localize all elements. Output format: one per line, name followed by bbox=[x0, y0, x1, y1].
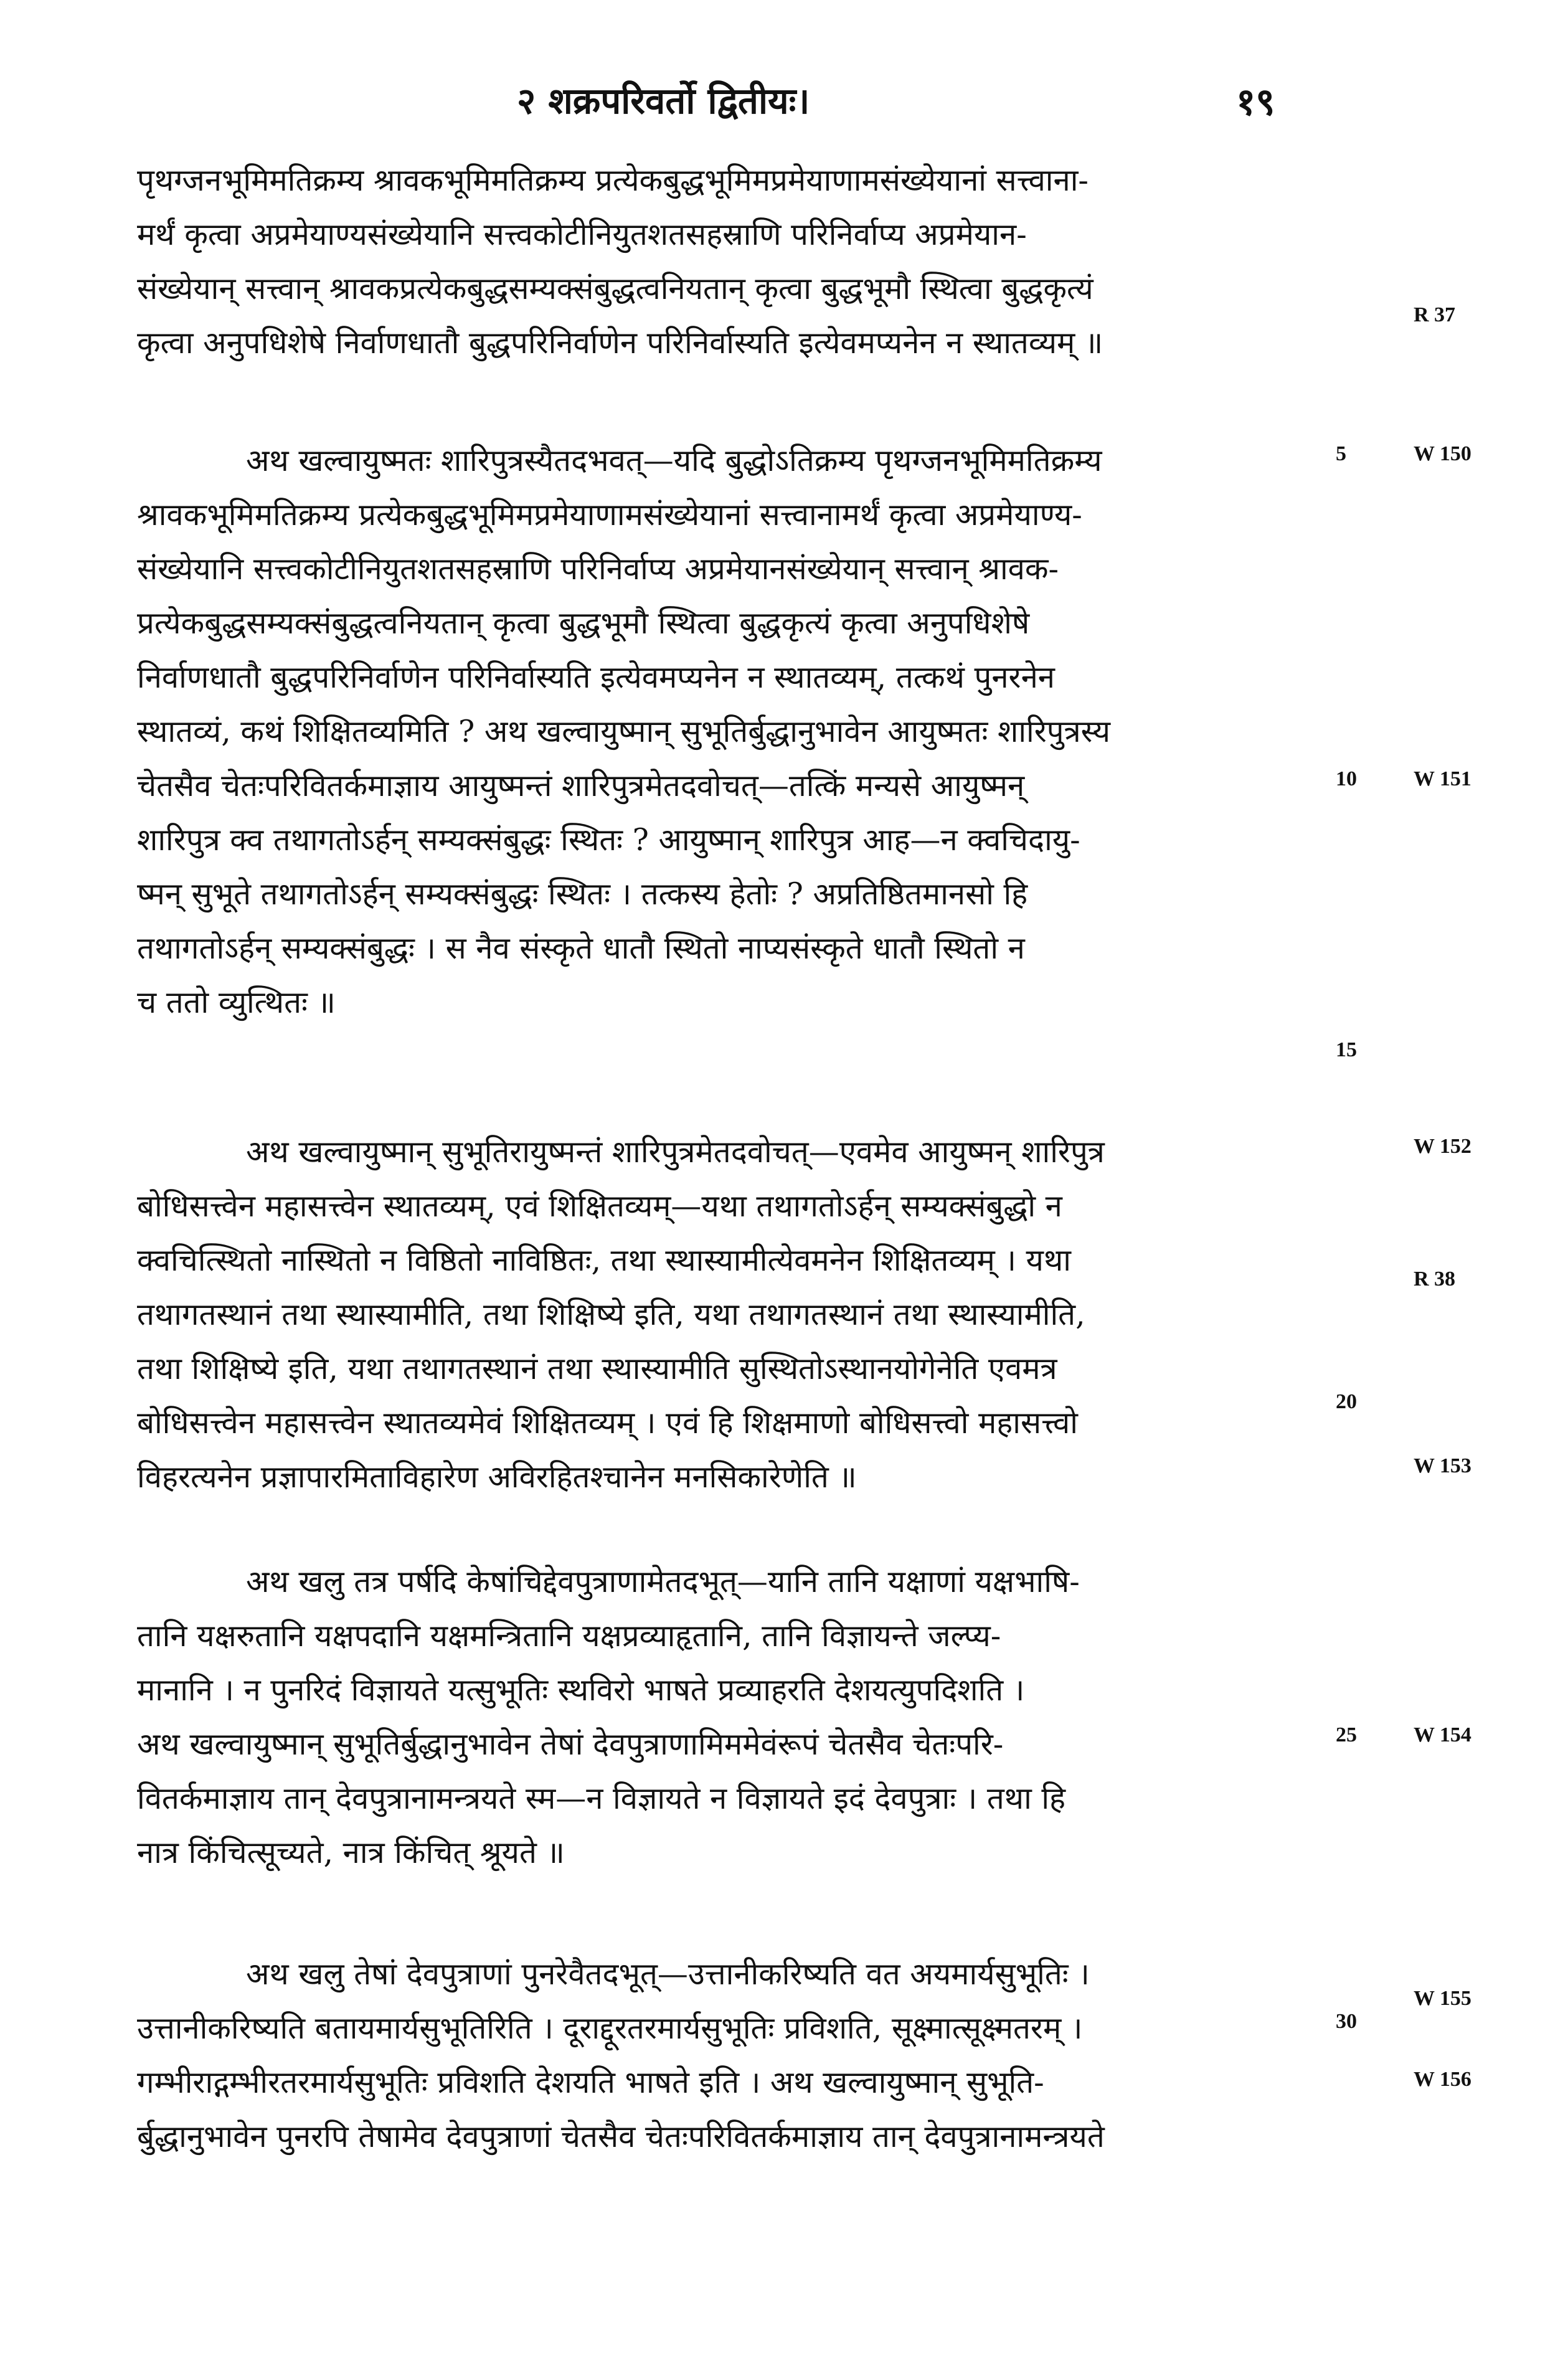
manuscript-ref: W 153 bbox=[1414, 1454, 1471, 1477]
text-line: स्थातव्यं, कथं शिक्षितव्यमिति ? अथ खल्वायुष्मान् सुभूतिर्बुद्धानुभावेन आयुष्मतः शारिपुत्रस्य bbox=[137, 714, 1111, 749]
manuscript-ref: R 37 bbox=[1414, 303, 1456, 326]
running-header bbox=[0, 75, 1568, 143]
text-line: शारिपुत्र क्व तथागतोऽर्हन् सम्यक्संबुद्धः स्थितः ? आयुष्मान् शारिपुत्र आह—न क्वचिदायु- bbox=[137, 822, 1080, 858]
text-line: निर्वाणधातौ बुद्धपरिनिर्वाणेन परिनिर्वास्यति इत्येवमप्यनेन न स्थातव्यम्, तत्कथं पुनरनेन bbox=[137, 660, 1055, 695]
text-line: बोधिसत्त्वेन महासत्त्वेन स्थातव्यम्, एवं शिक्षितव्यम्—यथा तथागतोऽर्हन् सम्यक्संबुद्धो न bbox=[137, 1188, 1062, 1224]
text-line: पृथग्जनभूमिमतिक्रम्य श्रावकभूमिमतिक्रम्य प्रत्येकबुद्धभूमिमप्रमेयाणामसंख्येयानां सत्त्वाना- bbox=[137, 163, 1089, 198]
manuscript-ref: W 155 bbox=[1414, 1987, 1471, 2010]
text-line: प्रत्येकबुद्धसम्यक्संबुद्धत्वनियतान् कृत्वा बुद्धभूमौ स्थित्वा बुद्धकृत्यं कृत्वा अनुपधिशेषे bbox=[137, 605, 1030, 641]
text-line: गम्भीराद्गम्भीरतरमार्यसुभूतिः प्रविशति देशयति भाषते इति । अथ खल्वायुष्मान् सुभूति- bbox=[137, 2065, 1044, 2100]
text-line: वितर्कमाज्ञाय तान् देवपुत्रानामन्त्रयते स्म—न विज्ञायते न विज्ञायते इदं देवपुत्राः । तथा हि bbox=[137, 1781, 1066, 1816]
text-line: कृत्वा अनुपधिशेषे निर्वाणधातौ बुद्धपरिनिर्वाणेन परिनिर्वास्यति इत्येवमप्यनेन न स्थातव्यम् ॥ bbox=[137, 325, 1103, 361]
page-number: १९ bbox=[1236, 80, 1275, 124]
line-number: 15 bbox=[1336, 1038, 1357, 1061]
line-number: 20 bbox=[1336, 1390, 1357, 1413]
text-line: अथ खल्वायुष्मान् सुभूतिरायुष्मन्तं शारिपुत्रमेतदवोचत्—एवमेव आयुष्मन् शारिपुत्र bbox=[246, 1134, 1105, 1170]
text-line: संख्येयान् सत्त्वान् श्रावकप्रत्येकबुद्धसम्यक्संबुद्धत्वनियतान् कृत्वा बुद्धभूमौ स्थित्वा बुद्धकृत्यं bbox=[137, 271, 1093, 306]
manuscript-ref: W 150 bbox=[1414, 442, 1471, 465]
text-line: अथ खल्वायुष्मतः शारिपुत्रस्यैतदभवत्—यदि बुद्धोऽतिक्रम्य पृथग्जनभूमिमतिक्रम्य bbox=[246, 443, 1102, 478]
manuscript-ref: W 154 bbox=[1414, 1723, 1471, 1746]
text-line: अथ खल्वायुष्मान् सुभूतिर्बुद्धानुभावेन तेषां देवपुत्राणामिममेवंरूपं चेतसैव चेतःपरि- bbox=[137, 1726, 1004, 1762]
text-line: क्वचित्स्थितो नास्थितो न विष्ठितो नाविष्ठितः, तथा स्थास्यामीत्येवमनेन शिक्षितव्यम् । यथा bbox=[137, 1243, 1071, 1278]
text-line: अथ खलु तत्र पर्षदि केषांचिद्देवपुत्राणामेतदभूत्—यानि तानि यक्षाणां यक्षभाषि- bbox=[246, 1564, 1080, 1599]
chapter-title: २ शक्रपरिवर्तो द्वितीयः। bbox=[517, 80, 810, 122]
line-number: 10 bbox=[1336, 767, 1357, 790]
manuscript-ref: W 156 bbox=[1414, 2068, 1471, 2091]
text-line: विहरत्यनेन प्रज्ञापारमिताविहारेण अविरहितश्चानेन मनसिकारेणेति ॥ bbox=[137, 1459, 857, 1495]
text-line: बोधिसत्त्वेन महासत्त्वेन स्थातव्यमेवं शिक्षितव्यम् । एवं हि शिक्षमाणो बोधिसत्त्वो महासत्त्वो bbox=[137, 1405, 1078, 1441]
text-line: ष्मन् सुभूते तथागतोऽर्हन् सम्यक्संबुद्धः स्थितः । तत्कस्य हेतोः ? अप्रतिष्ठितमानसो हि bbox=[137, 876, 1028, 912]
text-line: उत्तानीकरिष्यति बतायमार्यसुभूतिरिति । दूराद्दूरतरमार्यसुभूतिः प्रविशति, सूक्ष्मात्सूक्ष्मतरम् । bbox=[137, 2011, 1083, 2046]
manuscript-ref: W 152 bbox=[1414, 1135, 1471, 1158]
text-line: मर्थं कृत्वा अप्रमेयाण्यसंख्येयानि सत्त्वकोटीनियुतशतसहस्राणि परिनिर्वाप्य अप्रमेयान- bbox=[137, 217, 1027, 252]
line-number: 30 bbox=[1336, 2010, 1357, 2033]
text-line: श्रावकभूमिमतिक्रम्य प्रत्येकबुद्धभूमिमप्रमेयाणामसंख्येयानां सत्त्वानामर्थं कृत्वा अप्रमेयाण्य- bbox=[137, 497, 1082, 533]
text-line: तथागतस्थानं तथा स्थास्यामीति, तथा शिक्षिष्ये इति, यथा तथागतस्थानं तथा स्थास्यामीति, bbox=[137, 1297, 1085, 1332]
manuscript-ref: R 38 bbox=[1414, 1267, 1456, 1291]
manuscript-ref: W 151 bbox=[1414, 767, 1471, 790]
text-line: मानानि । न पुनरिदं विज्ञायते यत्सुभूतिः स्थविरो भाषते प्रव्याहरति देशयत्युपदिशति । bbox=[137, 1672, 1025, 1708]
text-line: र्बुद्धानुभावेन पुनरपि तेषामेव देवपुत्राणां चेतसैव चेतःपरिवितर्कमाज्ञाय तान् देवपुत्रानामन्त्रयते bbox=[137, 2119, 1105, 2154]
text-line: तथा शिक्षिष्ये इति, यथा तथागतस्थानं तथा स्थास्यामीति सुस्थितोऽस्थानयोगेनेति एवमत्र bbox=[137, 1351, 1057, 1386]
line-number: 25 bbox=[1336, 1723, 1357, 1746]
text-line: तथागतोऽर्हन् सम्यक्संबुद्धः । स नैव संस्कृते धातौ स्थितो नाप्यसंस्कृते धातौ स्थितो न bbox=[137, 931, 1025, 966]
text-line: नात्र किंचित्सूच्यते, नात्र किंचित् श्रूयते ॥ bbox=[137, 1835, 565, 1870]
text-line: तानि यक्षरुतानि यक्षपदानि यक्षमन्त्रितानि यक्षप्रव्याहृतानि, तानि विज्ञायन्ते जल्प्य- bbox=[137, 1618, 1001, 1654]
text-line: अथ खलु तेषां देवपुत्राणां पुनरेवैतदभूत्—उत्तानीकरिष्यति वत अयमार्यसुभूतिः । bbox=[246, 1956, 1090, 1992]
text-line: चेतसैव चेतःपरिवितर्कमाज्ञाय आयुष्मन्तं शारिपुत्रमेतदवोचत्—तत्किं मन्यसे आयुष्मन् bbox=[137, 768, 1025, 803]
line-number: 5 bbox=[1336, 442, 1346, 465]
text-line: संख्येयानि सत्त्वकोटीनियुतशतसहस्राणि परिनिर्वाप्य अप्रमेयानसंख्येयान् सत्त्वान् श्रावक- bbox=[137, 551, 1059, 587]
text-line: च ततो व्युत्थितः ॥ bbox=[137, 985, 336, 1020]
